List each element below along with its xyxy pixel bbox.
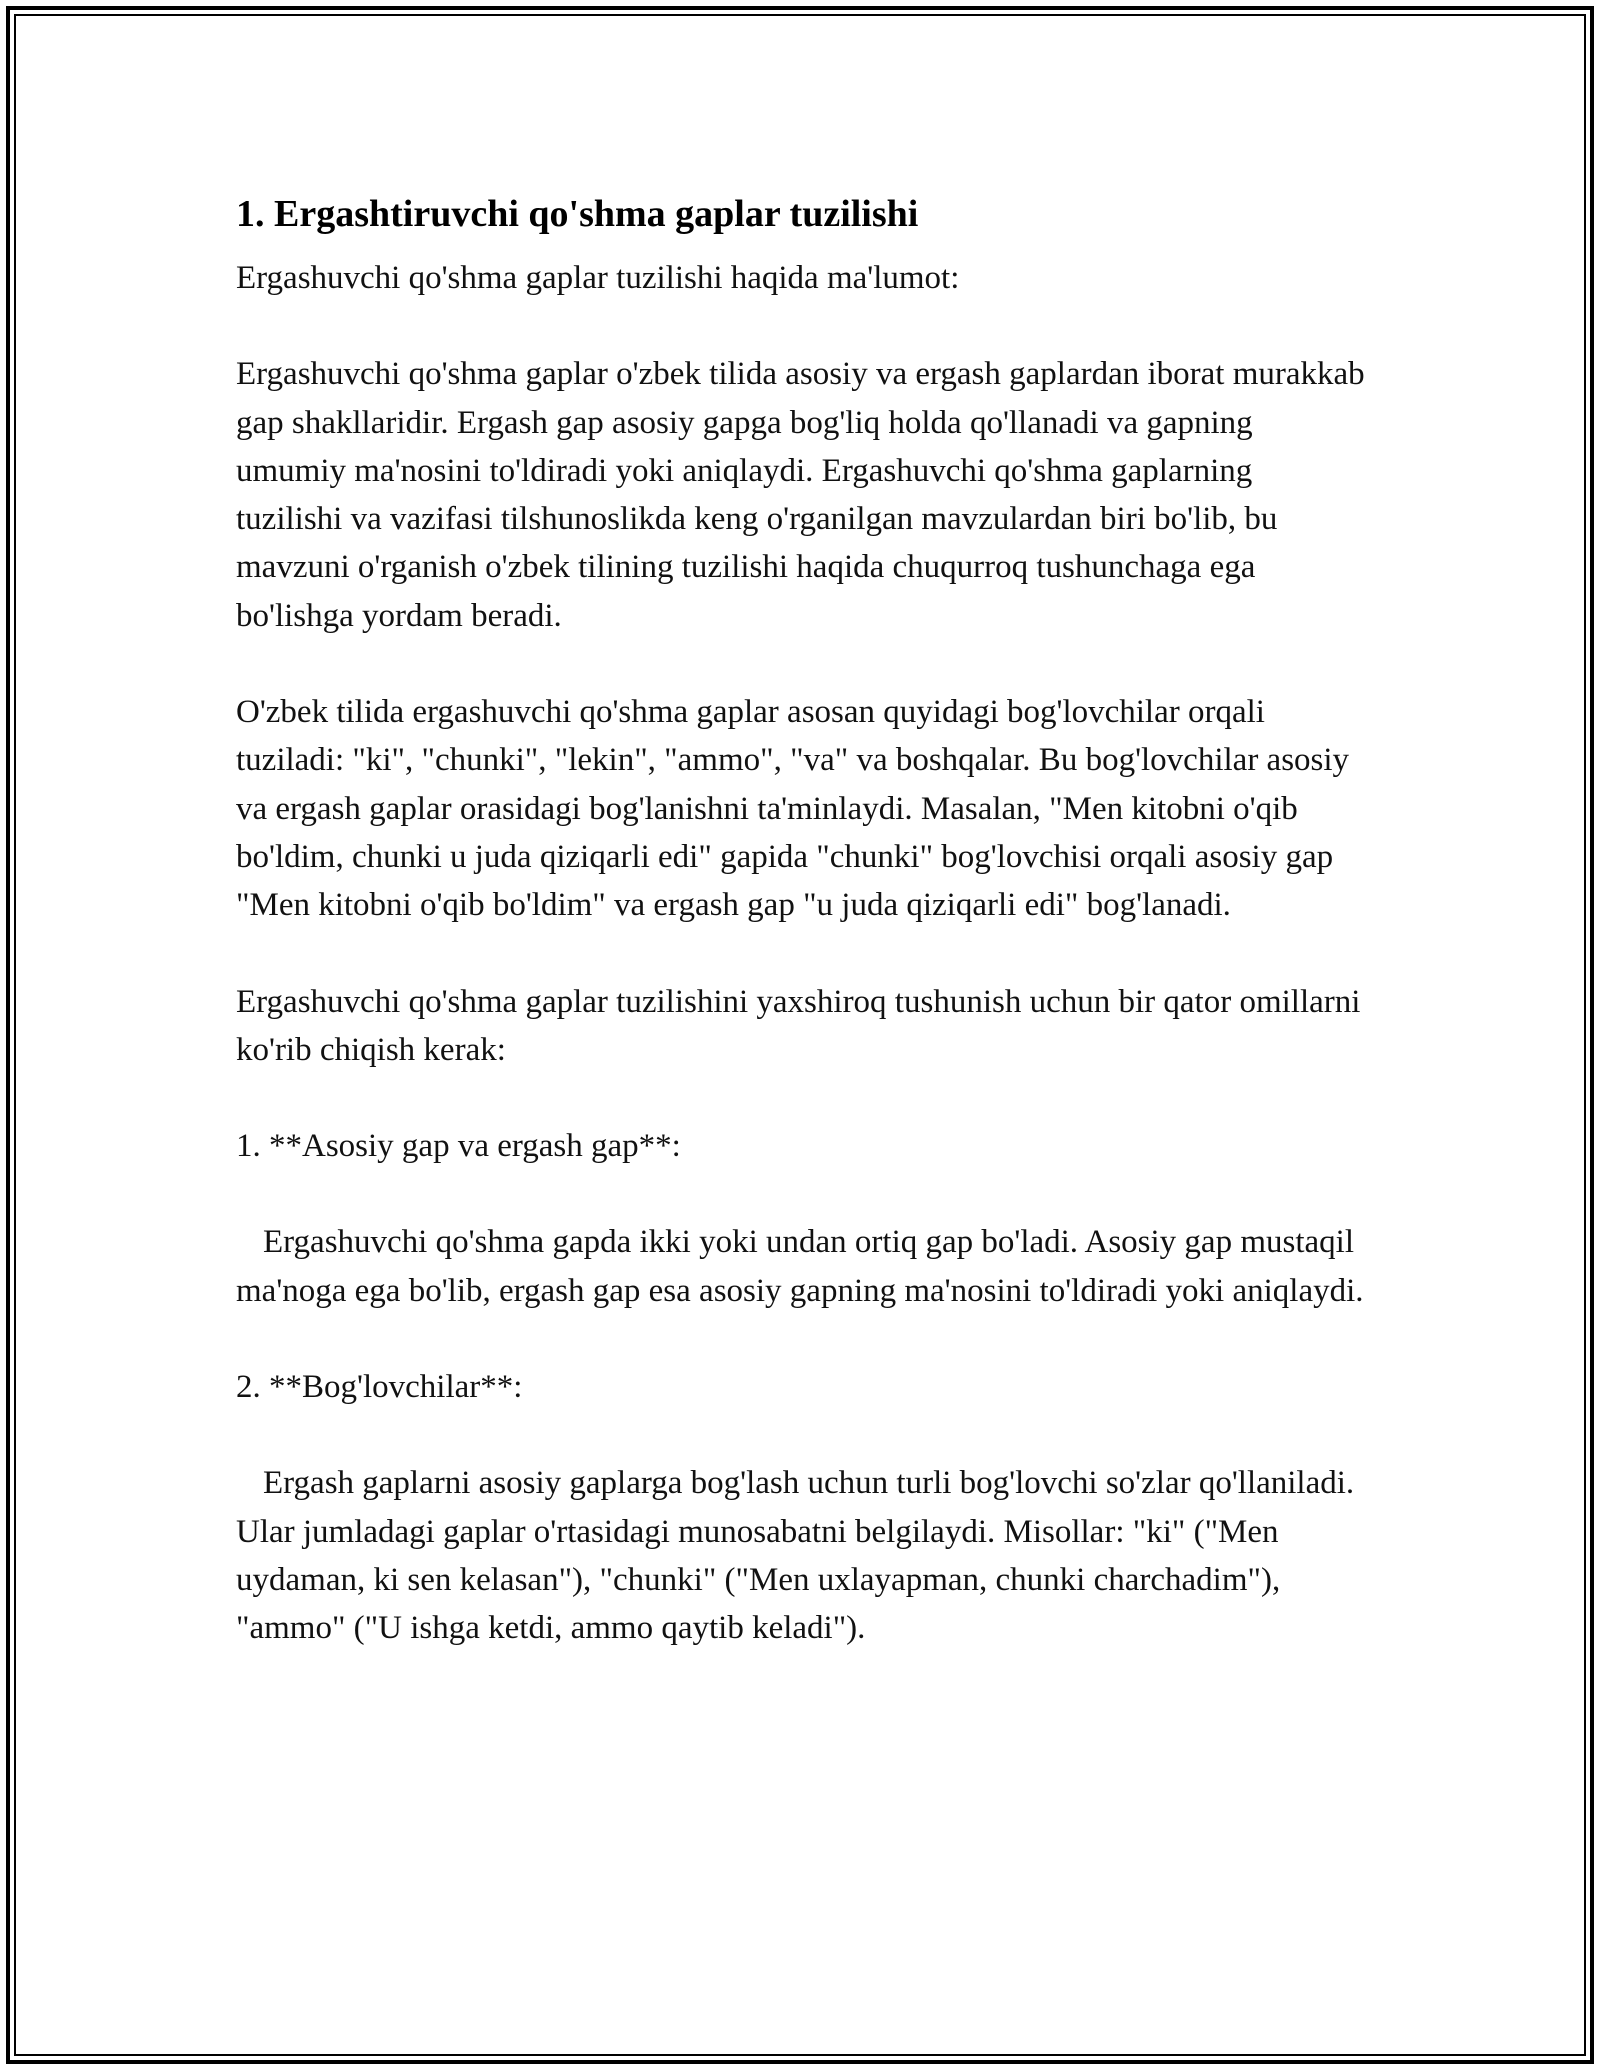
body-paragraph-2: O'zbek tilida ergashuvchi qo'shma gaplar asosan quyidagi bog'lovchilar orqali tuziladi: "ki", "chunki", "lekin", "ammo", "va" va boshqalar. Bu bog'lovchilar asosiy va ergash gaplar orasidagi bog'lanishni ta'minlaydi. Masalan, "Men kitobni o'qib bo'ldim, chunki u juda qiziqarli edi" gapida "chunki" bog'lovchisi orqali asosiy gap "Men kitobni o'qib bo'ldim" va ergash gap "u juda qiziqarli edi" bog'lanadi. [236,694,1350,924]
document-body [236,188,1366,1653]
intro-paragraph: Ergashuvchi qo'shma gaplar tuzilishi haqida ma'lumot: [236,260,960,296]
list-item-2-title: 2. **Bog'lovchilar**: [236,1369,523,1406]
body-paragraph-3: Ergashuvchi qo'shma gaplar tuzilishini yaxshiroq tushunish uchun bir qator omillarni ko'rib chiqish kerak: [236,983,1361,1068]
list-item-1-body: Ergashuvchi qo'shma gapda ikki yoki undan ortiq gap bo'ladi. Asosiy gap mustaqil ma'noga ega bo'lib, ergash gap esa asosiy gapning ma'nosini to'ldiradi yoki aniqlaydi. [236,1224,1364,1309]
list-item-1-title: 1. **Asosiy gap va ergash gap**: [236,1128,681,1165]
body-paragraph-1: Ergashuvchi qo'shma gaplar o'zbek tilida asosiy va ergash gaplardan iborat murakkab gap shakllaridir. Ergash gap asosiy gapga bog'liq holda qo'llanadi va gapning umumiy ma'nosini to'ldiradi yoki aniqlaydi. Ergashuvchi qo'shma gaplarning tuzilishi va vazifasi tilshunoslikda keng o'rganilgan mavzulardan biri bo'lib, bu mavzuni o'rganish o'zbek tilining tuzilishi haqida chuqurroq tushunchaga ega bo'lishga yordam beradi. [236,356,1365,634]
document-heading: 1. Ergashtiruvchi qo'shma gaplar tuzilishi [236,193,919,235]
list-item-2-body: Ergash gaplarni asosiy gaplarga bog'lash uchun turli bog'lovchi so'zlar qo'llaniladi. Ular jumladagi gaplar o'rtasidagi munosabatni belgilaydi. Misollar: "ki" ("Men uydaman, ki sen kelasan"), "chunki" ("Men uxlayapman, chunki charchadim"), "ammo" ("U ishga ketdi, ammo qaytib keladi"). [236,1465,1355,1647]
